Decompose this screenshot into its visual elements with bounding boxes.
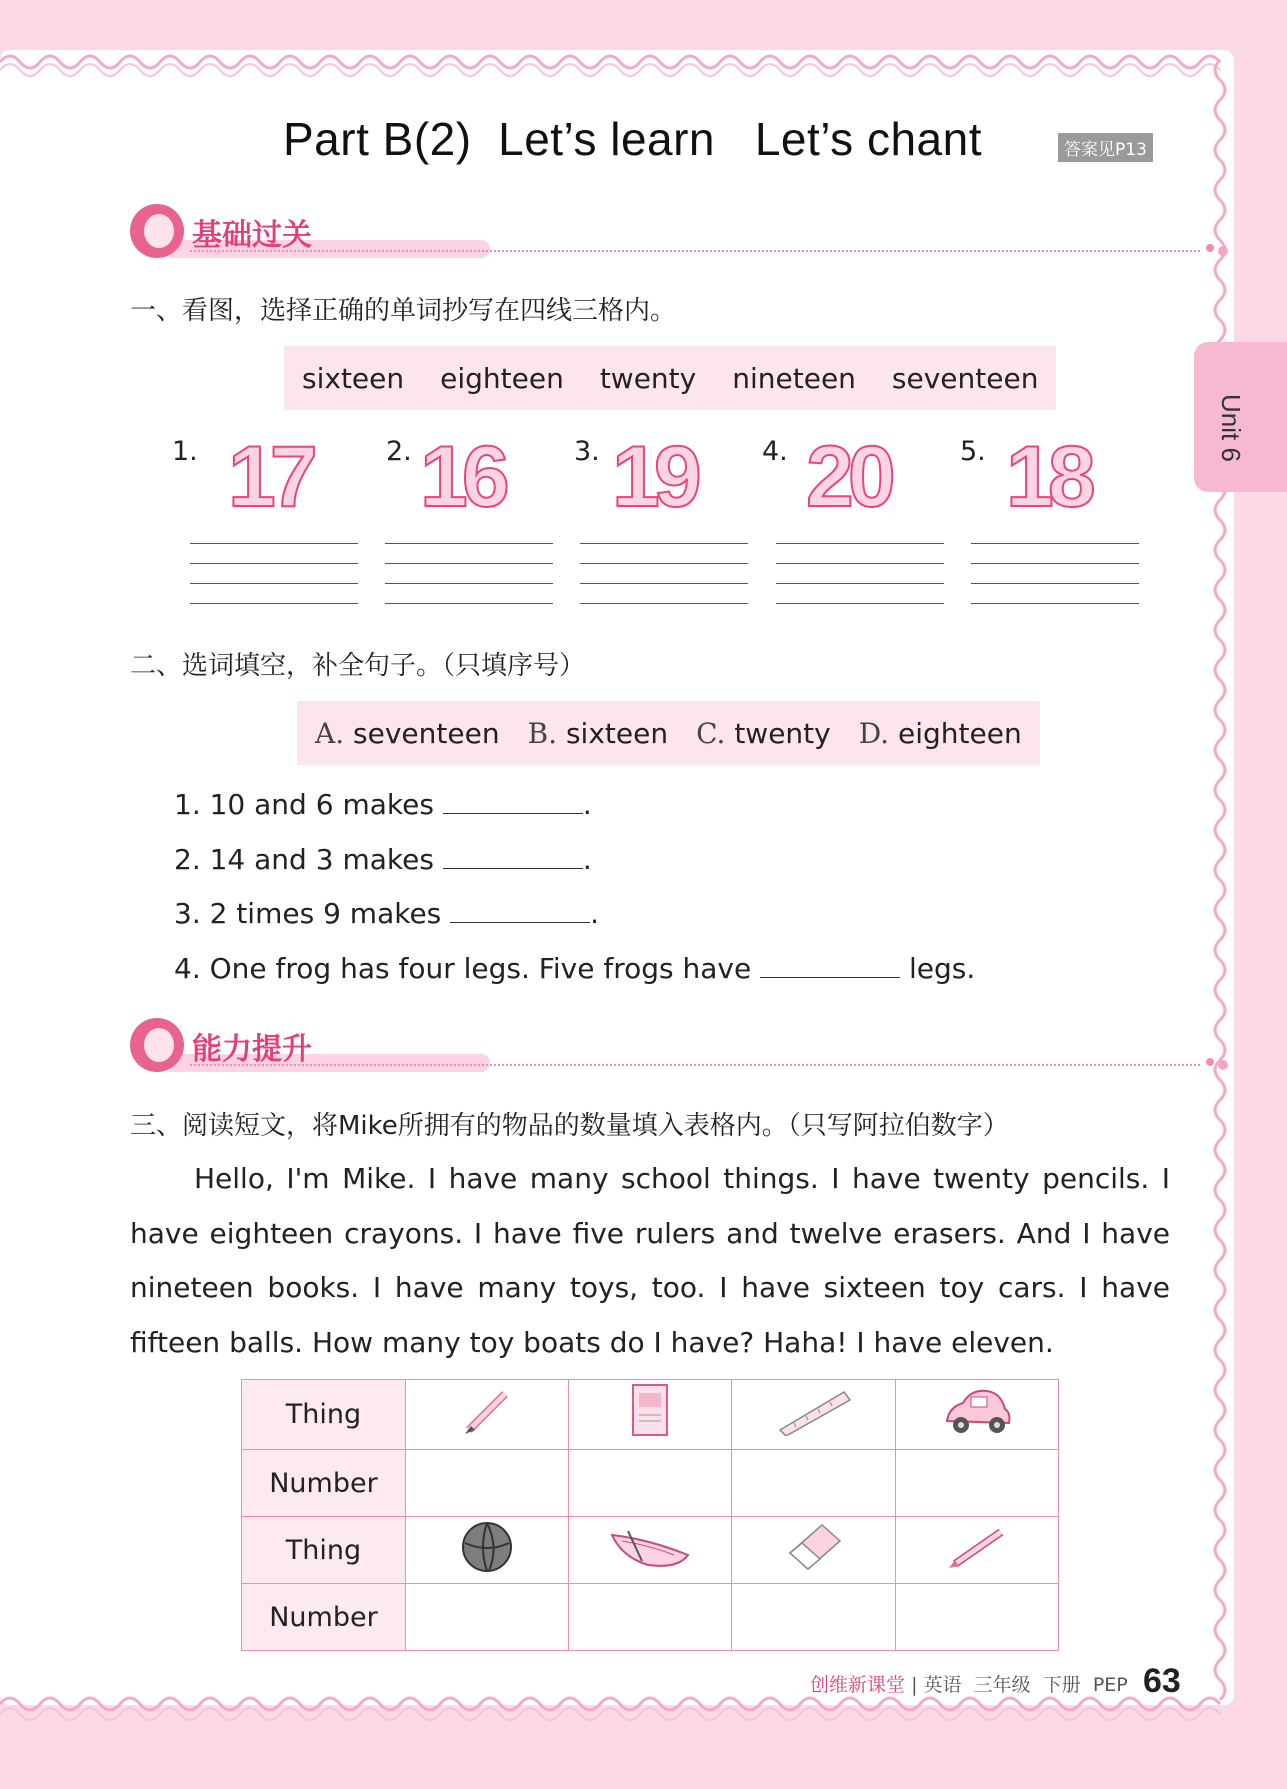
number-cell[interactable] [732, 1450, 895, 1517]
footer-grade: 三年级 [973, 1674, 1031, 1696]
word-bank-word: seventeen [891, 361, 1039, 395]
reading-passage: Hello, I'm Mike. I have many school things. I have twenty pencils. I have eighteen crayons. I have five rulers and twelve erasers. And I have nineteen books. I have many toys, too. I have sixteen toy cars. I have fifteen balls. How many toy boats do I have? Haha! I have eleven. [130, 1162, 1170, 1359]
writing-lines-2[interactable] [385, 543, 553, 607]
number-cell[interactable] [568, 1450, 731, 1517]
writing-lines-5[interactable] [971, 543, 1139, 607]
eraser-icon [732, 1517, 895, 1584]
option-letter: B. [527, 716, 558, 750]
item-number: 3. [574, 436, 600, 467]
table-row [242, 1584, 1059, 1651]
table-row [242, 1380, 1059, 1450]
exercise-3-instruction: 三、阅读短文，将Mike所拥有的物品的数量填入表格内。（只写阿拉伯数字） [130, 1111, 1009, 1141]
word-bank-word: sixteen [302, 361, 405, 395]
divider-dot-icon [1206, 244, 1214, 252]
page-footer [810, 1670, 1128, 1697]
number-cell[interactable] [732, 1584, 895, 1651]
row-label-number: Number [242, 1584, 406, 1651]
word-bank-box [284, 346, 1056, 410]
fill-sentence-2 [174, 843, 592, 876]
number-cell[interactable] [405, 1450, 568, 1517]
sentence-text: 1. 10 and 6 makes [174, 788, 434, 821]
number-picture: 20 [806, 429, 890, 525]
dotted-divider [190, 250, 1200, 252]
item-number: 1. [172, 436, 198, 467]
number-cell[interactable] [895, 1584, 1058, 1651]
divider-dot-icon [1218, 1060, 1228, 1070]
top-wave-border [0, 42, 1287, 82]
number-cell[interactable] [405, 1584, 568, 1651]
footer-volume: 下册 [1042, 1674, 1081, 1696]
number-picture: 19 [612, 429, 696, 525]
option-c [696, 717, 831, 750]
toy-car-icon [895, 1380, 1058, 1450]
row-label-thing: Thing [242, 1380, 406, 1450]
unit-tab [1194, 342, 1287, 492]
crayon-icon [895, 1517, 1058, 1584]
sentence-end: . [582, 788, 592, 821]
item-number: 5. [960, 436, 986, 467]
table-row [242, 1450, 1059, 1517]
option-letter: A. [315, 716, 345, 750]
footer-separator: | [911, 1674, 918, 1696]
answer-reference-badge: 答案见P13 [1058, 133, 1153, 162]
number-picture: 17 [228, 429, 312, 525]
answer-blank[interactable] [760, 955, 900, 978]
item-number: 4. [762, 436, 788, 467]
word-bank-word: eighteen [440, 361, 564, 395]
options-box [297, 701, 1040, 765]
sentence-text: 4. One frog has four legs. Five frogs have [174, 952, 752, 985]
item-number: 2. [386, 436, 412, 467]
section-heading-label: 能力提升 [192, 1032, 312, 1067]
sentence-text: 2. 14 and 3 makes [174, 843, 434, 876]
option-letter: C. [696, 716, 726, 750]
option-word: seventeen [353, 716, 500, 750]
sentence-end: legs. [909, 952, 976, 985]
footer-edition: PEP [1092, 1674, 1128, 1696]
ruler-icon [732, 1380, 895, 1450]
number-picture: 16 [420, 429, 504, 525]
unit-tab-label: Unit 6 [1216, 394, 1246, 462]
dotted-divider [190, 1064, 1200, 1066]
mascot-icon [130, 204, 184, 258]
option-letter: D. [858, 716, 890, 750]
row-label-number: Number [242, 1450, 406, 1517]
table-row [242, 1517, 1059, 1584]
exercise-2-instruction: 二、选词填空，补全句子。（只填序号） [130, 651, 586, 681]
toy-boat-icon [568, 1517, 731, 1584]
number-picture: 18 [1006, 429, 1090, 525]
option-a [315, 717, 500, 750]
exercise-1-instruction: 一、看图，选择正确的单词抄写在四线三格内。 [130, 296, 677, 326]
right-wave-border [1206, 60, 1240, 1700]
option-word: eighteen [898, 716, 1022, 750]
fill-sentence-1 [174, 788, 592, 821]
answer-blank[interactable] [443, 791, 583, 814]
writing-lines-3[interactable] [580, 543, 748, 607]
section-heading-basic [130, 204, 1230, 264]
footer-brand: 创维新课堂 [810, 1674, 906, 1696]
word-bank-word: twenty [599, 361, 697, 395]
pencil-icon [405, 1380, 568, 1450]
ball-icon [405, 1517, 568, 1584]
fill-sentence-3 [174, 897, 599, 930]
book-icon [568, 1380, 731, 1450]
sentence-text: 3. 2 times 9 makes [174, 897, 442, 930]
option-word: twenty [734, 716, 831, 750]
fill-sentence-4 [174, 952, 975, 985]
answer-blank[interactable] [450, 900, 590, 923]
writing-lines-4[interactable] [776, 543, 944, 607]
option-word: sixteen [565, 716, 669, 750]
writing-lines-1[interactable] [190, 543, 358, 607]
option-d [859, 717, 1022, 750]
number-cell[interactable] [568, 1584, 731, 1651]
footer-subject: 英语 [923, 1674, 962, 1696]
section-heading-advanced [130, 1018, 1230, 1078]
section-heading-label: 基础过关 [192, 218, 312, 253]
divider-dot-icon [1206, 1058, 1214, 1066]
row-label-thing: Thing [242, 1517, 406, 1584]
answer-table [241, 1379, 1059, 1651]
sentence-end: . [582, 843, 592, 876]
page-title: Part B(2) Let’s learn Let’s chant [283, 113, 982, 165]
sentence-end: . [590, 897, 600, 930]
divider-dot-icon [1218, 246, 1228, 256]
page-number: 63 [1143, 1662, 1181, 1700]
word-bank-word: nineteen [732, 361, 856, 395]
mascot-icon [130, 1018, 184, 1072]
answer-blank[interactable] [443, 846, 583, 869]
number-cell[interactable] [895, 1450, 1058, 1517]
option-b [528, 717, 669, 750]
